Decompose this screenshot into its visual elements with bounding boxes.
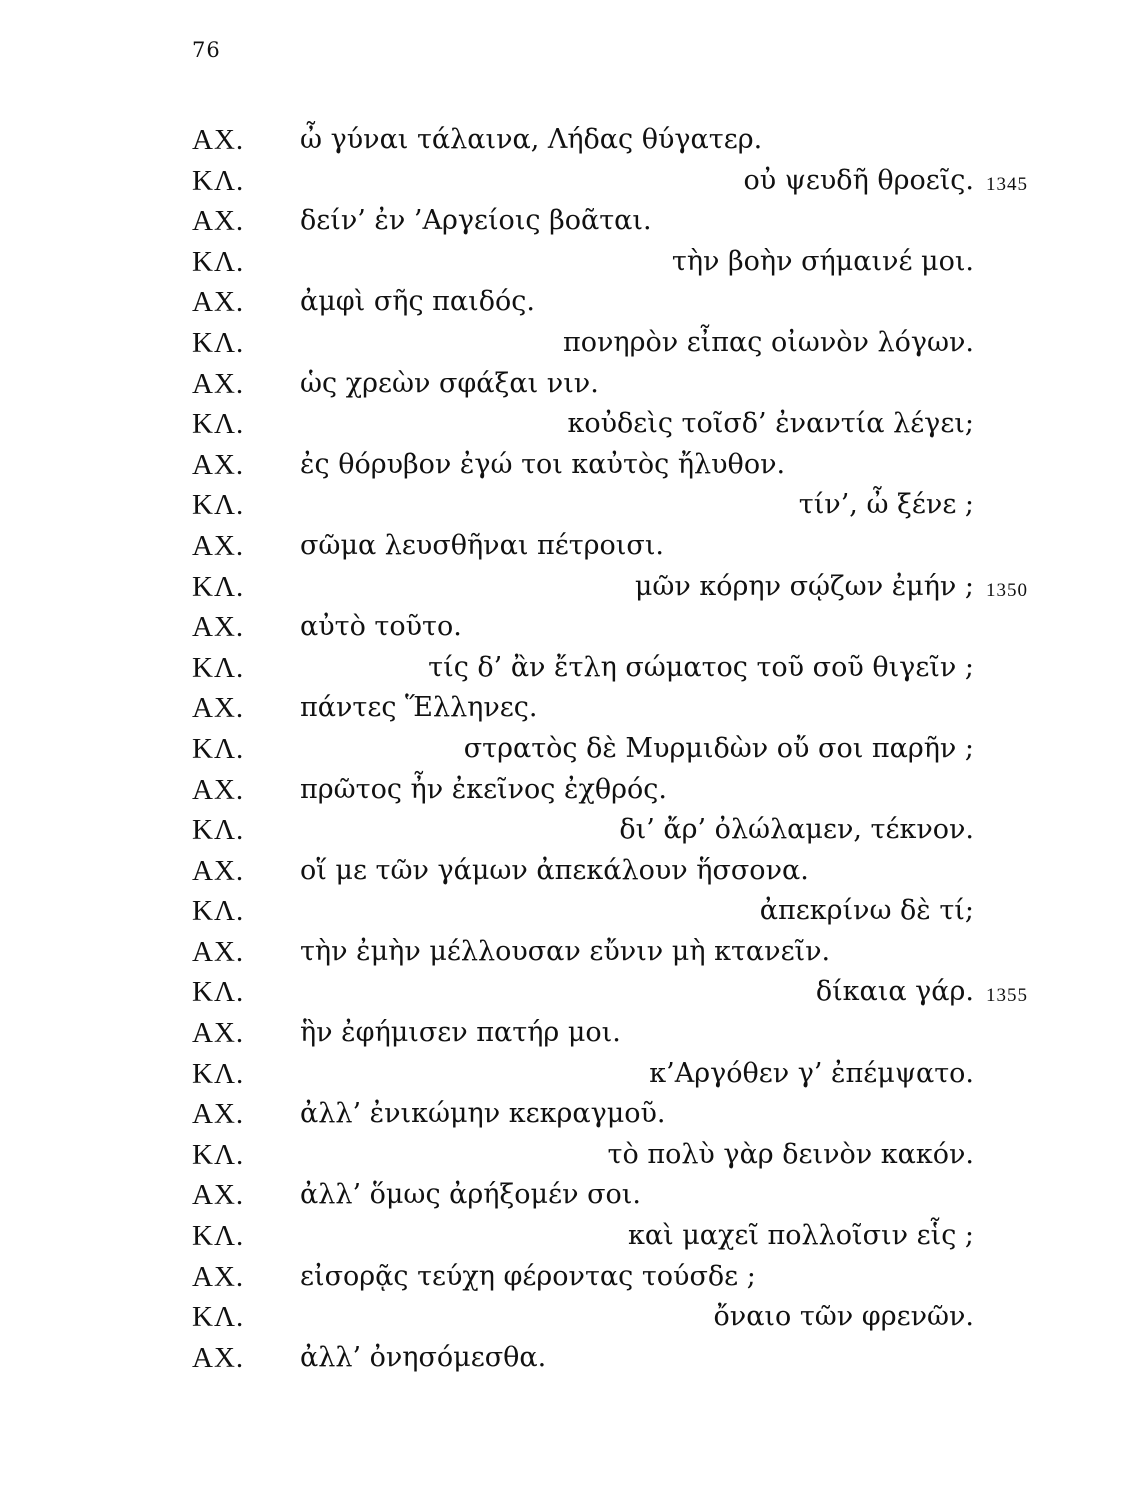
dialogue-line — [0, 1338, 1144, 1379]
speaker-label: ΑΧ. — [192, 935, 245, 968]
speaker-label: ΚΛ. — [192, 326, 245, 359]
speaker-label: ΚΛ. — [192, 1138, 245, 1171]
dialogue-line — [0, 364, 1144, 405]
verse-text: ὄναιο τῶν φρενῶν. — [713, 1301, 974, 1333]
speaker-label: ΑΧ. — [192, 1017, 245, 1050]
verse-text: οἵ με τῶν γάμων ἀπεκάλουν ἥσσονα. — [300, 854, 809, 886]
dialogue-line — [0, 567, 1144, 608]
dialogue-line — [0, 648, 1144, 689]
speaker-label: ΚΛ. — [192, 570, 245, 603]
dialogue-line — [0, 1013, 1144, 1054]
verse-text: τίς δ’ ἂν ἔτλη σώματος τοῦ σοῦ θιγεῖν ; — [428, 651, 974, 683]
dialogue-line — [0, 1297, 1144, 1338]
speaker-label: ΑΧ. — [192, 611, 245, 644]
speaker-label: ΑΧ. — [192, 1341, 245, 1374]
verse-text: ἀλλ’ ἐνικώμην κεκραγμοῦ. — [300, 1098, 666, 1130]
verse-text: κ’Αργόθεν γ’ ἐπέμψατο. — [649, 1057, 974, 1089]
verse-line-number: 1350 — [986, 579, 1028, 601]
verse-text: ἀμφὶ σῆς παιδός. — [300, 286, 535, 318]
dialogue-line — [0, 932, 1144, 973]
dialogue-line — [0, 1216, 1144, 1257]
dialogue-line — [0, 282, 1144, 323]
dialogue-line — [0, 1135, 1144, 1176]
speaker-label: ΚΛ. — [192, 1057, 245, 1090]
dialogue-line — [0, 607, 1144, 648]
speaker-label: ΑΧ. — [192, 205, 245, 238]
dialogue-line — [0, 242, 1144, 283]
verse-text: τὴν βοὴν σήμαινέ μοι. — [671, 245, 974, 277]
speaker-label: ΚΛ. — [192, 489, 245, 522]
speaker-label: ΚΛ. — [192, 1301, 245, 1334]
dialogue-line — [0, 972, 1144, 1013]
speaker-label: ΑΧ. — [192, 448, 245, 481]
speaker-label: ΑΧ. — [192, 124, 245, 156]
verse-text: τίν’, ὦ ξένε ; — [798, 489, 974, 521]
verse-text: μῶν κόρην σῴζων ἐμήν ; — [634, 570, 974, 602]
verse-text: ἀλλ’ ὀνησόμεσθα. — [300, 1341, 547, 1373]
verse-text: ἣν ἐφήμισεν πατήρ μοι. — [300, 1017, 621, 1049]
verse-text: πάντες Ἕλληνες. — [300, 692, 538, 724]
dialogue-line — [0, 201, 1144, 242]
verse-text: τὴν ἐμὴν μέλλουσαν εὔνιν μὴ κτανεῖν. — [300, 935, 831, 967]
verse-text: πονηρὸν εἶπας οἰωνὸν λόγων. — [562, 326, 974, 358]
speaker-label: ΚΛ. — [192, 408, 245, 441]
speaker-label: ΚΛ. — [192, 164, 245, 197]
dialogue-line — [0, 120, 1144, 161]
speaker-label: ΚΛ. — [192, 976, 245, 1009]
speaker-label: ΑΧ. — [192, 692, 245, 725]
dialogue-line — [0, 323, 1144, 364]
dialogue-line — [0, 770, 1144, 811]
verse-text: ἀπεκρίνω δὲ τί; — [759, 895, 974, 927]
dialogue-line — [0, 445, 1144, 486]
verse-line-number: 1345 — [986, 173, 1028, 195]
dialogue-line — [0, 1054, 1144, 1095]
page-number: 76 — [192, 38, 221, 62]
speaker-label: ΚΛ. — [192, 814, 245, 847]
verse-text: εἰσορᾷς τεύχη φέροντας τούσδε ; — [300, 1260, 756, 1292]
dialogue-line — [0, 810, 1144, 851]
dialogue-line — [0, 688, 1144, 729]
dialogue-line — [0, 1175, 1144, 1216]
dialogue-line — [0, 161, 1144, 202]
verse-text: δι’ ἄρ’ ὀλώλαμεν, τέκνον. — [619, 814, 974, 846]
verse-text: ὡς χρεὼν σφάξαι νιν. — [300, 367, 599, 399]
verse-text: ἐς θόρυβον ἐγώ τοι καὐτὸς ἤλυθον. — [300, 448, 786, 480]
dialogue-line — [0, 1257, 1144, 1298]
verse-text: στρατὸς δὲ Μυρμιδὼν οὔ σοι παρῆν ; — [463, 732, 974, 764]
verse-text: δείν’ ἐν ’Αργείοις βοᾶται. — [300, 205, 652, 237]
dialogue-line — [0, 729, 1144, 770]
speaker-label: ΑΧ. — [192, 529, 245, 562]
verse-text: σῶμα λευσθῆναι πέτροισι. — [300, 529, 664, 561]
verse-text: αὐτὸ τοῦτο. — [300, 611, 462, 643]
verse-text: καὶ μαχεῖ πολλοῖσιν εἷς ; — [627, 1220, 974, 1252]
verse-text: οὐ ψευδῆ θροεῖς. — [743, 164, 974, 196]
speaker-label: ΚΛ. — [192, 1220, 245, 1253]
speaker-label: ΚΛ. — [192, 895, 245, 928]
speaker-label: ΚΛ. — [192, 651, 245, 684]
dialogue-line — [0, 1094, 1144, 1135]
verse-text: κοὐδεὶς τοῖσδ’ ἐναντία λέγει; — [567, 408, 974, 440]
speaker-label: ΑΧ. — [192, 286, 245, 319]
speaker-label: ΑΧ. — [192, 367, 245, 400]
verse-text: δίκαια γάρ. — [815, 976, 974, 1008]
verse-text: πρῶτος ἦν ἐκεῖνος ἐχθρός. — [300, 773, 667, 805]
speaker-label: ΑΧ. — [192, 1260, 245, 1293]
speaker-label: ΑΧ. — [192, 1098, 245, 1131]
dialogue-line — [0, 485, 1144, 526]
verse-text: τὸ πολὺ γὰρ δεινὸν κακόν. — [607, 1138, 974, 1170]
dialogue-line — [0, 526, 1144, 567]
dialogue-line — [0, 404, 1144, 445]
dialogue-line — [0, 891, 1144, 932]
speaker-label: ΑΧ. — [192, 1179, 245, 1212]
verse-text: ἀλλ’ ὅμως ἀρήξομέν σοι. — [300, 1179, 641, 1211]
speaker-label: ΑΧ. — [192, 854, 245, 887]
verse-text: ὦ γύναι τάλαινα, Λήδας θύγατερ. — [300, 124, 763, 155]
verse-line-number: 1355 — [986, 985, 1028, 1007]
speaker-label: ΑΧ. — [192, 773, 245, 806]
dialogue-line — [0, 851, 1144, 892]
dialogue-lines — [0, 120, 1144, 1378]
speaker-label: ΚΛ. — [192, 245, 245, 278]
speaker-label: ΚΛ. — [192, 732, 245, 765]
